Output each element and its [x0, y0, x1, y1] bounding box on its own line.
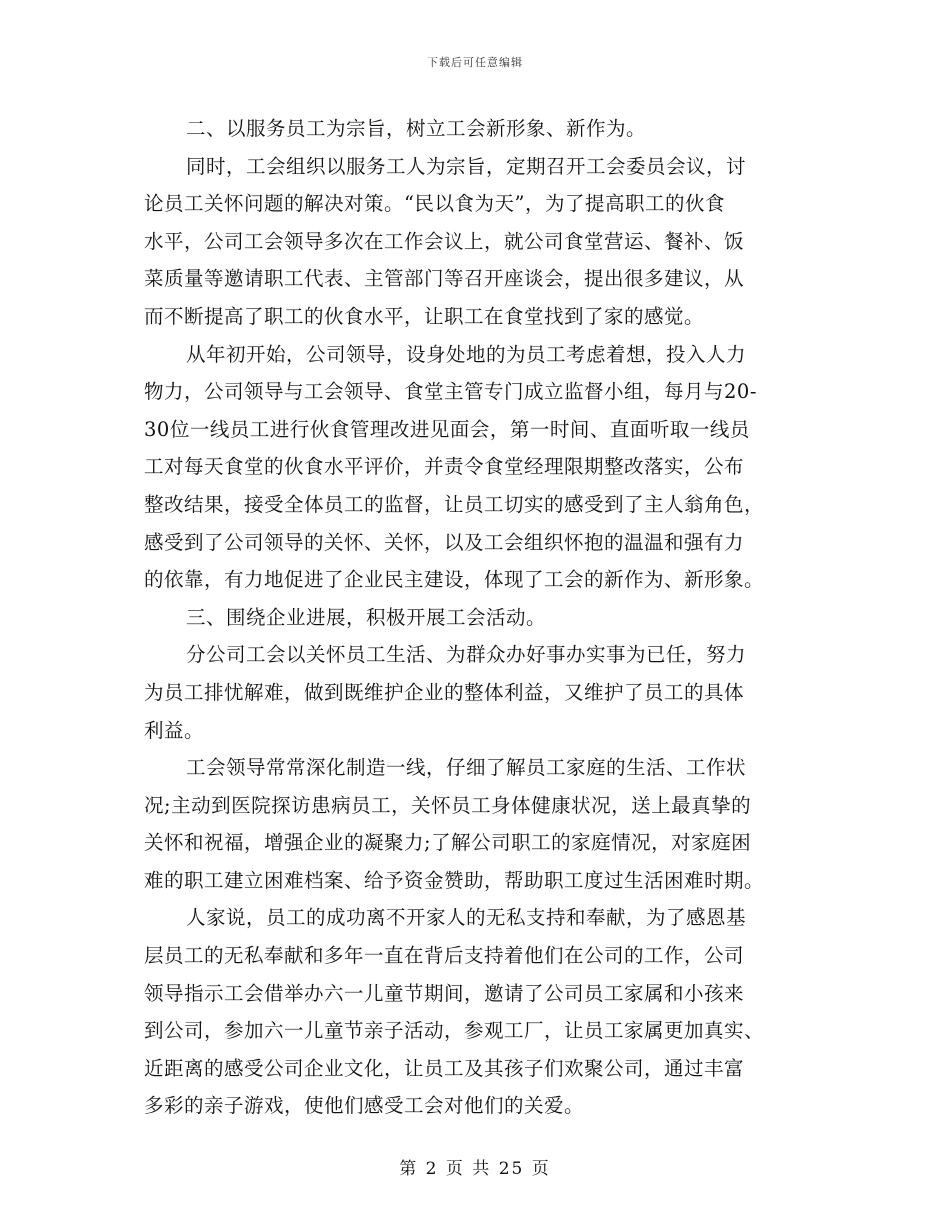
text-line: 分公司工会以关怀员工生活、为群众办好事办实事为已任，努力 [186, 643, 747, 667]
text-line: 30位一线员工进行伙食管理改进见面会，第一时间、直面听取一线员 [144, 417, 750, 441]
text-line: 工对每天食堂的伙食水平评价，并责令食堂经理限期整改落实，公布 [144, 455, 745, 479]
text-line: 三、围绕企业进展，积极开展工会活动。 [186, 605, 547, 629]
text-line: 多彩的亲子游戏，使他们感受工会对他们的关爱。 [144, 1094, 585, 1118]
text-line: 从年初开始，公司领导，设身处地的为员工考虑着想，投入人力 [186, 342, 747, 366]
text-line: 人家说，员工的成功离不开家人的无私支持和奉献，为了感恩基 [186, 906, 747, 930]
document-body [144, 110, 809, 1125]
text-line: 物力，公司领导与工会领导、食堂主管专门成立监督小组，每月与20- [144, 380, 757, 404]
text-line: 同时，工会组织以服务工人为宗旨，定期召开工会委员会议，讨 [186, 154, 747, 178]
text-line: 为员工排忧解难，做到既维护企业的整体利益，又维护了员工的具体 [144, 680, 745, 704]
text-line: 感受到了公司领导的关怀、关怀，以及工会组织怀抱的温温和强有力 [144, 530, 745, 554]
text-line: 论员工关怀问题的解决对策。“民以食为天”，为了提高职工的伙食 [144, 192, 725, 216]
text-line: 整改结果，接受全体员工的监督，让员工切实的感受到了主人翁角色， [144, 492, 765, 516]
text-line: 菜质量等邀请职工代表、主管部门等召开座谈会，提出很多建议，从 [144, 267, 745, 291]
page-number: 第 2 页 共 25 页 [399, 1159, 551, 1179]
text-line: 领导指示工会借举办六一儿童节期间，邀请了公司员工家属和小孩来 [144, 981, 745, 1005]
text-line: 而不断提高了职工的伙食水平，让职工在食堂找到了家的感觉。 [144, 304, 705, 328]
text-line: 二、以服务员工为宗旨，树立工会新形象、新作为。 [186, 117, 647, 140]
text-line: 况;主动到医院探访患病员工，关怀员工身体健康状况，送上最真挚的 [144, 793, 752, 817]
text-line: 近距离的感受公司企业文化，让员工及其孩子们欢聚公司，通过丰富 [144, 1056, 745, 1080]
text-line: 难的职工建立困难档案、给予资金赞助，帮助职工度过生活困难时期。 [144, 868, 765, 892]
text-line: 层员工的无私奉献和多年一直在背后支持着他们在公司的工作，公司 [144, 944, 745, 968]
text-line: 到公司，参加六一儿童节亲子活动，参观工厂，让员工家属更加真实、 [144, 1019, 765, 1043]
text-line: 工会领导常常深化制造一线，仔细了解员工家庭的生活、工作状 [186, 756, 747, 780]
text-line: 水平，公司工会领导多次在工作会议上，就公司食堂营运、餐补、饭 [144, 229, 745, 253]
text-line: 关怀和祝福，增强企业的凝聚力;了解公司职工的家庭情况，对家庭困 [144, 831, 752, 855]
text-line: 的依靠，有力地促进了企业民主建设，体现了工会的新作为、新形象。 [144, 568, 765, 592]
text-line: 利益。 [144, 718, 205, 742]
page-header-note: 下载后可任意编辑 [427, 56, 523, 69]
